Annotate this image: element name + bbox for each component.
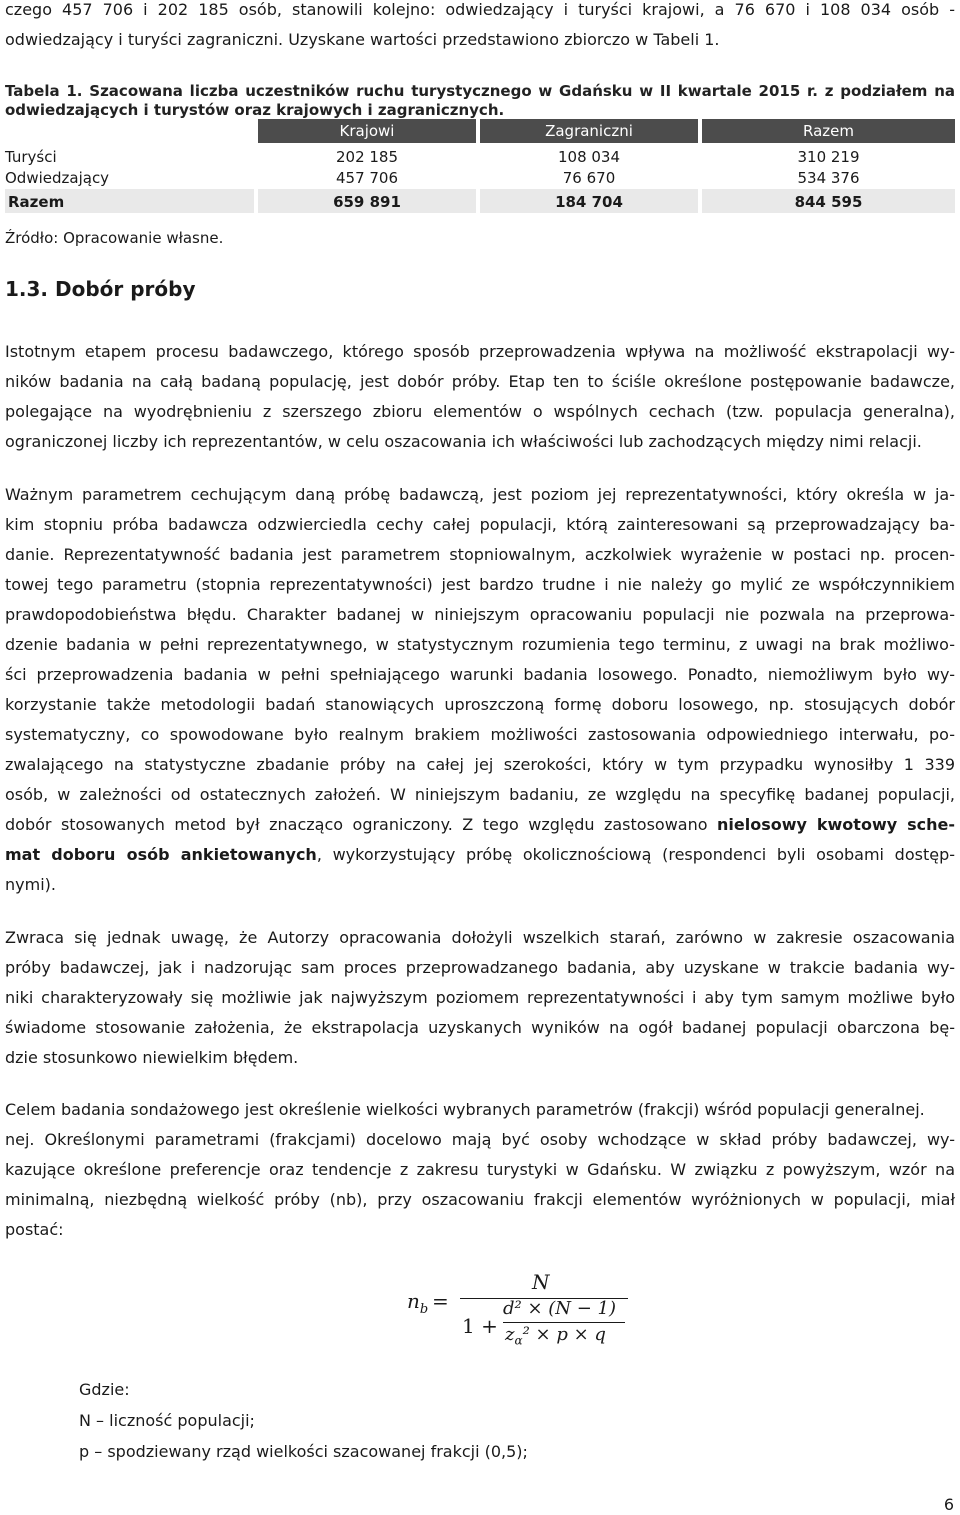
table-header-krajowi: Krajowi — [258, 119, 476, 143]
p2-line — [5, 815, 955, 835]
table-total-cell: 184 704 — [555, 193, 623, 211]
p3-line: dzie stosunkowo niewielkim błędem. — [5, 1048, 299, 1067]
p3-line: Zwraca się jednak uwagę, że Autorzy opracowania dołożyli wszelkich starań, zarówno w zakresie oszacowania — [5, 928, 955, 947]
p2-line-bold: nielosowy kwotowy sche- — [717, 815, 955, 834]
formula-lhs: $n_b$ — [407, 1289, 429, 1317]
table-total-label: Razem — [8, 193, 65, 211]
p4-line: postać: — [5, 1220, 64, 1239]
p1-line: polegające na wyodrębnieniu z szerszego zbioru elementów o wspólnych cechach (tzw. populacja generalna), — [5, 402, 955, 421]
legend-title: Gdzie: — [79, 1380, 130, 1399]
p2-line: danie. Reprezentatywność badania jest parametrem stopniowalnym, aczkolwiek wyrażenie w postaci np. procen- — [5, 545, 955, 564]
p2-line: Ważnym parametrem cechującym daną próbę badawczą, jest poziom jej reprezentatywności, który określa w ja- — [5, 485, 955, 504]
table-cell: 534 376 — [797, 169, 860, 187]
p4-line: Celem badania sondażowego jest określenie wielkości wybranych parametrów (frakcji) wśród populacji generalnej. — [5, 1100, 925, 1119]
p2-line: nymi). — [5, 875, 56, 894]
table-total-cell: 844 595 — [794, 193, 863, 211]
legend-item: p – spodziewany rząd wielkości szacowanej frakcji (0,5); — [79, 1442, 528, 1461]
table-cell: 457 706 — [335, 169, 399, 187]
p2-line-text: dobór stosowanych metod był znacząco ograniczony. Z tego względu zastosowano — [5, 815, 717, 834]
intro-line-1: czego 457 706 i 202 185 osób, stanowili kolejno: odwiedzający i turyści krajowi, a 76 670 i 108 034 osób - — [5, 0, 955, 19]
formula-inner-fraction-bar — [503, 1322, 625, 1323]
p3-line: próby badawczej, jak i nadzorując sam proces przeprowadzanego badania, aby uzyskane w trakcie badania wy- — [5, 958, 955, 977]
table-source: Źródło: Opracowanie własne. — [5, 229, 224, 247]
formula-inner-denominator: $z_\alpha^2 \times p \times q$ — [505, 1324, 606, 1348]
p2-line — [5, 845, 955, 865]
formula-numerator: N — [532, 1270, 550, 1294]
legend-item: N – liczność populacji; — [79, 1411, 255, 1430]
p2-line: dzenie badania w pełni reprezentatywnego, w statystycznym rozumienia tego terminu, z uwagi na brak możliwo- — [5, 635, 955, 654]
intro-line-2: odwiedzający i turyści zagraniczni. Uzyskane wartości przedstawiono zbiorczo w Tabeli 1. — [5, 30, 720, 49]
p2-line-bold: mat doboru osób ankietowanych — [5, 845, 317, 864]
p2-line: ści przeprowadzenia badania w pełni spełniającego warunki badania losowego. Ponadto, niemożliwym było wy- — [5, 665, 955, 684]
table-cell: 76 670 — [562, 169, 616, 187]
formula-inner-numerator: d² × (N − 1) — [503, 1298, 617, 1319]
p3-line: świadome stosowanie założenia, że ekstrapolacja uzyskanych wyników na ogół badanej populacji obarczona bę- — [5, 1018, 955, 1037]
p2-line: prawdopodobieństwa błędu. Charakter badanej w niniejszym opracowaniu populacji nie pozwala na przeprowa- — [5, 605, 955, 624]
p4-line: minimalną, niezbędną wielkość próby (nb), przy oszacowaniu frakcji elementów wyróżnionych w populacji, miał — [5, 1190, 955, 1209]
table-header-zagraniczni: Zagraniczni — [480, 119, 698, 143]
table-total-cell: 659 891 — [333, 193, 401, 211]
table-cell: 108 034 — [557, 148, 621, 166]
section-heading: 1.3. Dobór próby — [5, 277, 196, 301]
p2-line: systematyczny, co spowodowane było realnym brakiem możliwości zastosowania odpowiedniego interwału, po- — [5, 725, 955, 744]
p2-line: zwalającego na statystyczne zbadanie próby na całej jej szerokości, który w tym przypadku wynosiłby 1 339 — [5, 755, 955, 774]
formula-one-plus: 1 + — [462, 1314, 498, 1338]
table-cell: 202 185 — [335, 148, 399, 166]
p2-line: korzystanie także metodologii badań stanowiących uproszczoną formę doboru losowego, np. stosujących dobór — [5, 695, 955, 714]
formula-equals: = — [432, 1289, 449, 1313]
table-header-razem: Razem — [702, 119, 955, 143]
p4-line: kazujące określone preferencje oraz tendencje z zakresu turystyki w Gdańsku. W związku z powyższym, wzór na — [5, 1160, 955, 1179]
p3-line: niki charakteryzowały się możliwie jak najwyższym poziomem reprezentatywności i aby tym samym możliwe było — [5, 988, 955, 1007]
p2-line: kim stopniu próba badawcza odzwierciedla cechy całej populacji, którą zainteresowani są przeprowadzający ba- — [5, 515, 955, 534]
p1-line: Istotnym etapem procesu badawczego, którego sposób przeprowadzenia wpływa na możliwość ekstrapolacji wy- — [5, 342, 955, 361]
p2-line: towej tego parametru (stopnia reprezentatywności) jest bardzo trudne i nie należy go mylić ze współczynnikiem — [5, 575, 955, 594]
table-caption-line-1: Tabela 1. Szacowana liczba uczestników ruchu turystycznego w Gdańsku w II kwartale 2015 r. z podziałem na — [5, 82, 955, 100]
p1-line: ników badania na całą badaną populację, jest dobór próby. Etap ten to ściśle określone postępowanie badawcze, — [5, 372, 955, 391]
p2-line: osób, w zależności od ostatecznych założeń. W niniejszym badaniu, ze względu na specyfikę badanej populacji, — [5, 785, 955, 804]
table-row-label: Odwiedzający — [5, 169, 110, 187]
table-cell: 310 219 — [797, 148, 860, 166]
table-row-label: Turyści — [5, 148, 57, 166]
page-number: 6 — [943, 1495, 954, 1514]
p1-line: ograniczonej liczby ich reprezentantów, w celu oszacowania ich właściwości lub zachodzących między nimi relacji. — [5, 432, 922, 451]
p2-line-text: , wykorzystujący próbę okolicznościową (respondenci byli osobami dostęp- — [316, 845, 955, 864]
table-caption-line-2: odwiedzających i turystów oraz krajowych i zagranicznych. — [5, 101, 505, 119]
p4-line: nej. Określonymi parametrami (frakcjami) docelowo mają być osoby wchodzące w skład próby badawczej, wy- — [5, 1130, 955, 1149]
formula-lhs-subscript: b — [419, 1302, 429, 1317]
